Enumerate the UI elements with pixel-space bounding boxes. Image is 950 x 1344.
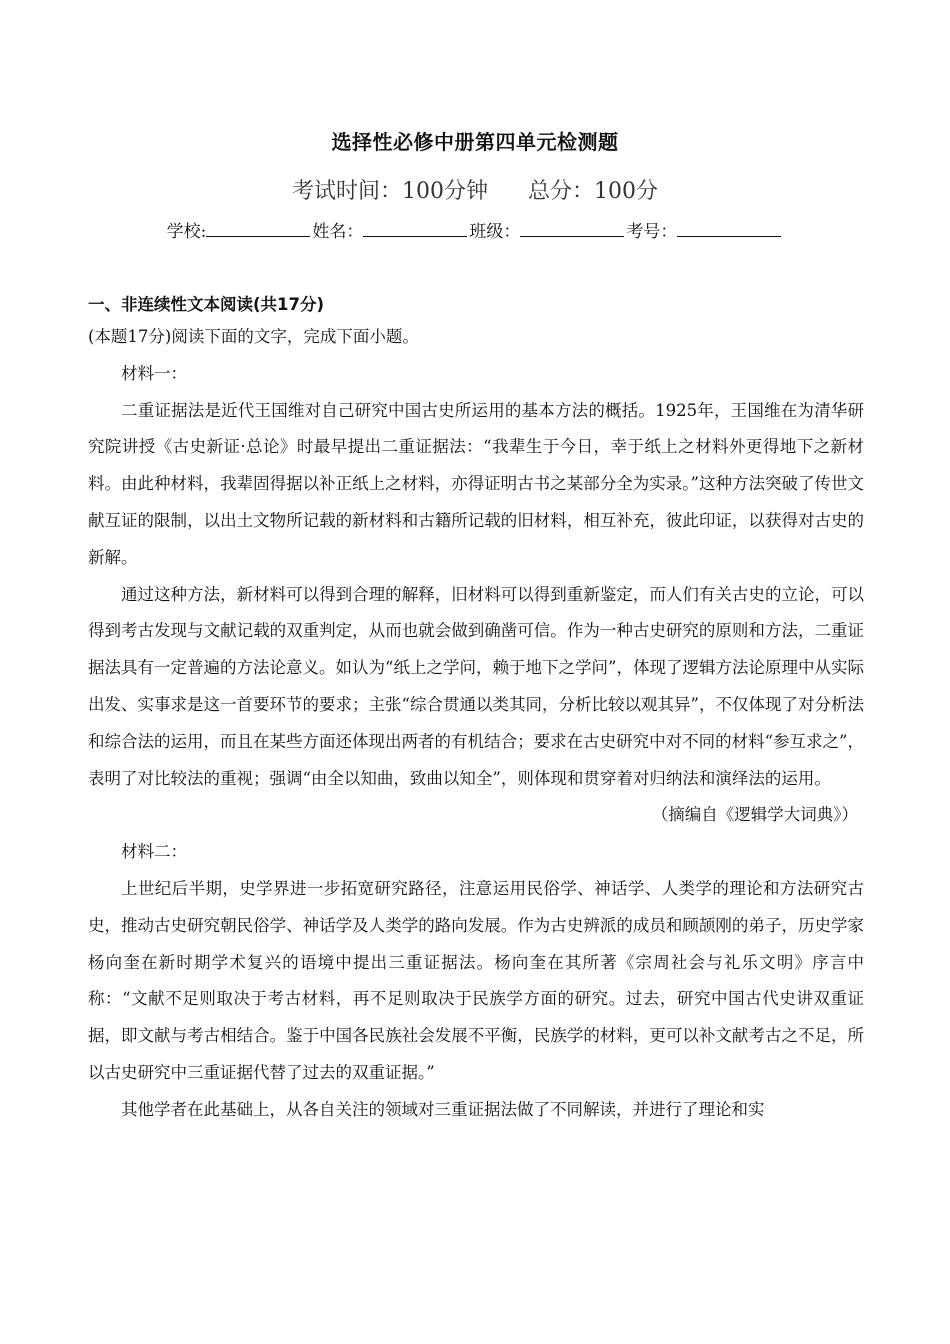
- number-blank[interactable]: [677, 222, 781, 237]
- student-info-line: [0, 217, 950, 242]
- school-blank[interactable]: [206, 222, 310, 237]
- number-label: 考号：: [626, 222, 678, 242]
- class-label: 班级：: [469, 222, 521, 242]
- exam-meta: [0, 174, 950, 205]
- name-label: 姓名：: [312, 222, 364, 242]
- material2-paragraph-2: 其他学者在此基础上，从各自关注的领域对三重证据法做了不同解读，并进行了理论和实: [121, 1099, 765, 1119]
- material2-label: 材料二：: [121, 842, 187, 862]
- material1-paragraph-2: 通过这种方法，新材料可以得到合理的解释，旧材料可以得到重新鉴定，而人们有关古史的立论，可以得到考古发现与文献记载的双重判定，从而也就会做到确凿可信。作为一种古史研究的原则和方法，二重证据法具有一定普遍的方法论意义。如认为“纸上之学问，赖于地下之学问”，体现了逻辑方法论原理中从实际出发、实事求是这一首要环节的要求；主张“综合贯通以类其同，分析比较以观其异”，不仅体现了对分析法和综合法的运用，而且在某些方面还体现出两者的有机结合；要求在古史研究中对不同的材料“参互求之”，表明了对比较法的重视；强调“由全以知曲，致曲以知全”，则体现和贯穿着对归纳法和演绎法的运用。: [88, 584, 864, 788]
- material1-paragraph-1: 二重证据法是近代王国维对自己研究中国古史所运用的基本方法的概括。1925年，王国维在为清华研究院讲授《古史新证·总论》时最早提出二重证据法：“我辈生于今日，幸于纸上之材料外更得地下之新材料。由此种材料，我辈固得据以补正纸上之材料，亦得证明古书之某部分全为实录。”这种方法突破了传世文献互证的限制，以出土文物所记载的新材料和古籍所记载的旧材料，相互补充，彼此印证，以获得对古史的新解。: [88, 400, 864, 567]
- section-heading: 一、非连续性文本阅读(共17分): [88, 295, 325, 314]
- school-label: 学校:: [166, 222, 207, 242]
- material2-paragraph-1: 上世纪后半期，史学界进一步拓宽研究路径，注意运用民俗学、神话学、人类学的理论和方法研究古史，推动古史研究朝民俗学、神话学及人类学的路向发展。作为古史辨派的成员和顾颉刚的弟子，历史学家杨向奎在新时期学术复兴的语境中提出三重证据法。杨向奎在其所著《宗周社会与礼乐文明》序言中称：“文献不足则取决于考古材料，再不足则取决于民族学方面的研究。过去，研究中国古代史讲双重证据，即文献与考古相结合。鉴于中国各民族社会发展不平衡，民族学的材料，更可以补文献考古之不足，所以古史研究中三重证据代替了过去的双重证据。”: [88, 878, 864, 1082]
- exam-title: 选择性必修中册第四单元检测题: [331, 130, 619, 154]
- material1-source: （摘编自《逻辑学大词典》）: [651, 805, 858, 825]
- reading-passage: [88, 319, 864, 1129]
- total-score: 总分：100分: [528, 179, 658, 204]
- exam-time: 考试时间：100分钟: [292, 179, 488, 204]
- instruction: (本题17分)阅读下面的文字，完成下面小题。: [88, 327, 419, 346]
- class-blank[interactable]: [520, 222, 624, 237]
- material1-label: 材料一：: [121, 363, 187, 383]
- name-blank[interactable]: [363, 222, 467, 237]
